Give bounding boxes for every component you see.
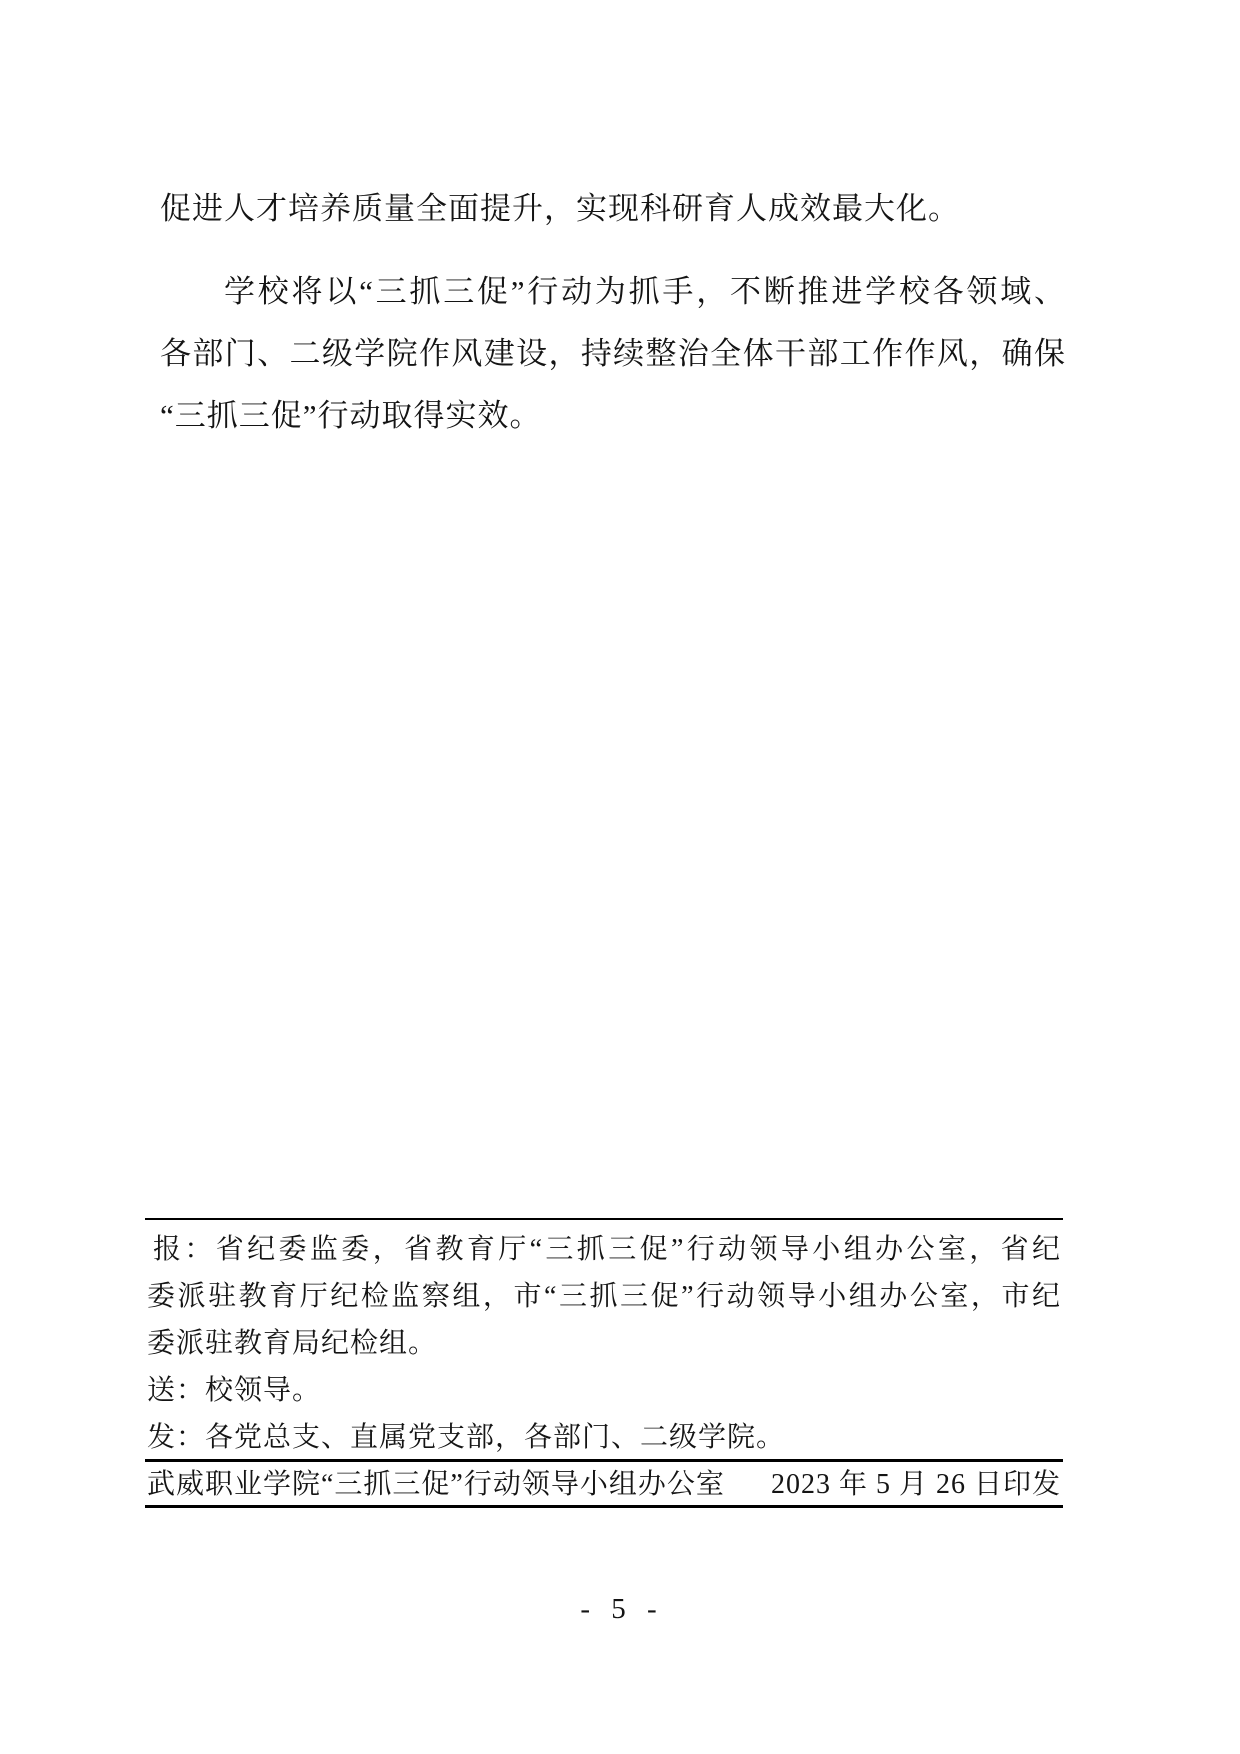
body-text: [160, 178, 1066, 447]
paragraph-2-line-1: 学校将以“三抓三促”行动为抓手，不断推进学校各领域、: [224, 274, 1066, 309]
report-to-line-1: 报：省纪委监委，省教育厅“三抓三促”行动领导小组办公室，省纪: [153, 1234, 1061, 1265]
imprint-separator-top: [145, 1459, 1063, 1462]
distribution-block: [147, 1226, 1061, 1461]
imprint-row: [147, 1464, 1061, 1506]
imprint-office: 武威职业学院“三抓三促”行动领导小组办公室: [147, 1469, 725, 1500]
paragraph-2-line-3: “三抓三促”行动取得实效。: [160, 398, 542, 433]
footer-separator-top: [145, 1218, 1063, 1220]
report-to-line-2: 委派驻教育厅纪检监察组，市“三抓三促”行动领导小组办公室，市纪: [147, 1281, 1061, 1312]
page-number: - 5 -: [580, 1593, 660, 1625]
issue-to-line: 发：各党总支、直属党支部，各部门、二级学院。: [147, 1422, 786, 1453]
report-to-line-3: 委派驻教育局纪检组。: [147, 1328, 438, 1359]
paragraph-1-line-1: 促进人才培养质量全面提升，实现科研育人成效最大化。: [160, 191, 960, 226]
imprint-separator-bottom: [145, 1505, 1063, 1508]
send-to-line: 送：校领导。: [147, 1375, 322, 1406]
imprint-date: 2023 年 5 月 26 日印发: [770, 1469, 1061, 1500]
paragraph-2-line-2: 各部门、二级学院作风建设，持续整治全体干部工作作风，确保: [160, 336, 1066, 371]
